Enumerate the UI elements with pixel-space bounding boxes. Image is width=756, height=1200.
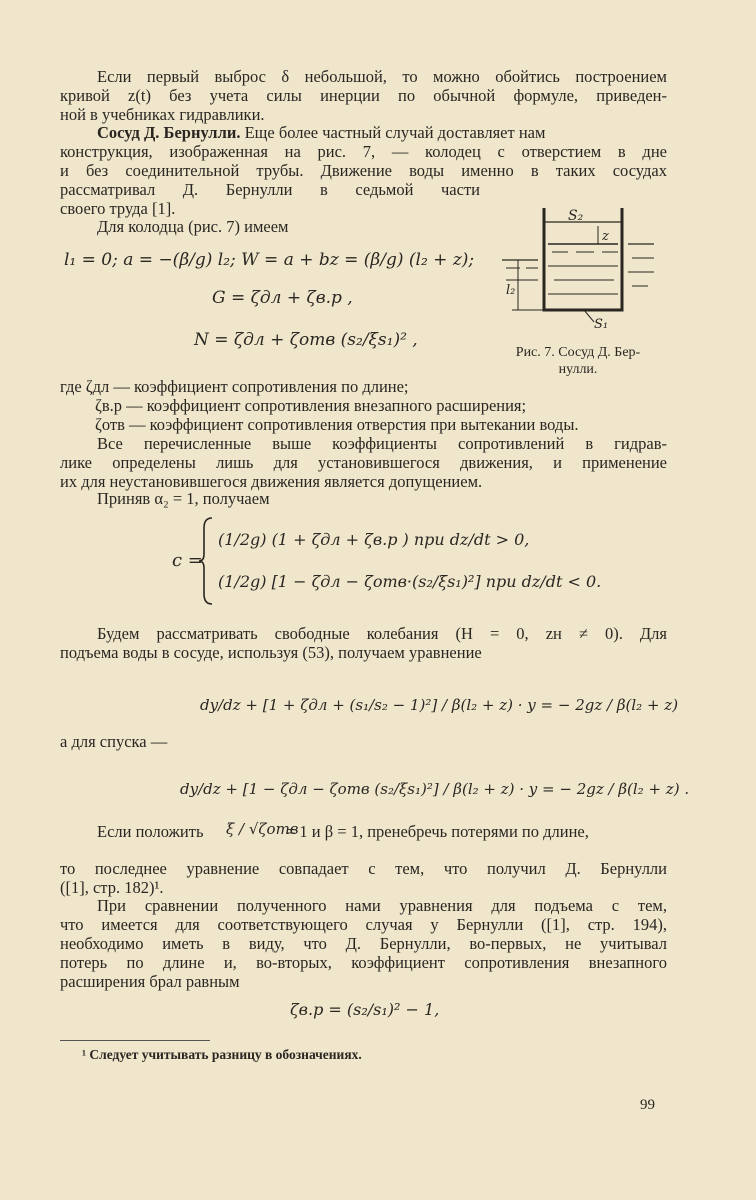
text-line: подъема воды в сосуде, используя (53), получаем уравнение: [60, 643, 482, 662]
equation-c-lhs: c =: [172, 550, 203, 571]
footnote-rule: [60, 1040, 210, 1041]
text-line: Для колодца (рис. 7) имеем: [97, 217, 289, 236]
text-line: и без соединительной трубы. Движение воды именно в таких сосудах: [60, 161, 667, 180]
equation-1: l₁ = 0; a = −(β/g) l₂; W = a + bz = (β/g) (l₂ + z);: [64, 250, 475, 270]
text-line: Будем рассматривать свободные колебания (H = 0, zн ≠ 0). Для: [97, 624, 667, 643]
text-line: Все перечисленные выше коэффициенты сопротивлений в гидрав-: [97, 434, 667, 453]
page-number: 99: [640, 1097, 655, 1113]
text-line: кривой z(t) без учета силы инерции по обычной формуле, приведен-: [60, 86, 667, 105]
text-line: а для спуска —: [60, 732, 168, 751]
text-line: потерь по длине и, во-вторых, коэффициент сопротивления внезапного: [60, 953, 667, 972]
text-line: Приняв α₂ = 1, получаем: [97, 489, 270, 508]
text-line: расширения брал равным: [60, 972, 240, 991]
text-line: = 1 и β = 1, пренебречь потерями по длине,: [286, 822, 589, 841]
caption-line: Рис. 7. Сосуд Д. Бер-: [515, 345, 641, 360]
label-l2: l₂: [506, 283, 516, 298]
label-z: z: [602, 229, 609, 244]
text-line: При сравнении полученного нами уравнения для подъема с тем,: [97, 896, 667, 915]
equation-fall: dy/dz + [1 − ζдл − ζотв (s₂/ξs₁)²] / β(l₂ + z) · y = − 2gz / β(l₂ + z) .: [180, 780, 690, 798]
equation-2: G = ζдл + ζв.р ,: [212, 288, 353, 308]
text-span: Еще более частный случай доставляет нам: [244, 123, 546, 142]
vessel-figure: [498, 200, 658, 330]
text-line: то последнее уравнение совпадает с тем, что получил Д. Бернулли: [60, 859, 667, 878]
text-line: ζотв — коэффициент сопротивления отверстия при вытекании воды.: [95, 415, 579, 434]
text-line: [97, 123, 667, 142]
label-s1: S₁: [594, 317, 609, 330]
text-line: Если первый выброс δ небольшой, то можно обойтись построением: [97, 67, 667, 86]
equation-c2: (1/2g) [1 − ζдл − ζотв·(s₂/ξs₁)²] при dz/dt < 0.: [218, 572, 602, 591]
equation-rise: dy/dz + [1 + ζдл + (s₁/s₂ − 1)²] / β(l₂ + z) · y = − 2gz / β(l₂ + z): [200, 696, 679, 714]
text-line: ζв.р — коэффициент сопротивления внезапного расширения;: [95, 396, 527, 415]
equation-3: N = ζдл + ζотв (s₂/ξs₁)² ,: [194, 330, 418, 350]
text-line: рассматривал Д. Бернулли в седьмой части: [60, 180, 480, 199]
text-line: ([1], стр. 182)¹.: [60, 878, 164, 897]
footnote: ¹ Следует учитывать разницу в обозначениях.: [82, 1047, 362, 1062]
equation-condition: ξ / √ζотв: [226, 820, 299, 838]
text-line: своего труда [1].: [60, 199, 176, 218]
figure-caption: [498, 344, 658, 378]
equation-c1: (1/2g) (1 + ζдл + ζв.р ) при dz/dt > 0,: [218, 530, 530, 549]
text-line: необходимо иметь в виду, что Д. Бернулли, во-первых, не учитывал: [60, 934, 667, 953]
text-line: конструкция, изображенная на рис. 7, — колодец с отверстием в дне: [60, 142, 667, 161]
text-line: их для неустановившегося движения является допущением.: [60, 472, 483, 491]
text-line: что имеется для соответствующего случая у Бернулли ([1], стр. 194),: [60, 915, 667, 934]
equation-last: ζв.р = (s₂/s₁)² − 1,: [290, 1000, 440, 1019]
text-line: ной в учебниках гидравлики.: [60, 105, 265, 124]
text-line: лике определены лишь для установившегося движения, и применение: [60, 453, 667, 472]
text-line: Если положить: [97, 822, 204, 841]
label-s2: S₂: [568, 208, 584, 224]
caption-line: нулли.: [558, 362, 598, 377]
brace-icon: [198, 516, 214, 606]
section-heading: Сосуд Д. Бернулли.: [97, 123, 241, 142]
text-line: где ζдл — коэффициент сопротивления по длине;: [60, 377, 409, 396]
